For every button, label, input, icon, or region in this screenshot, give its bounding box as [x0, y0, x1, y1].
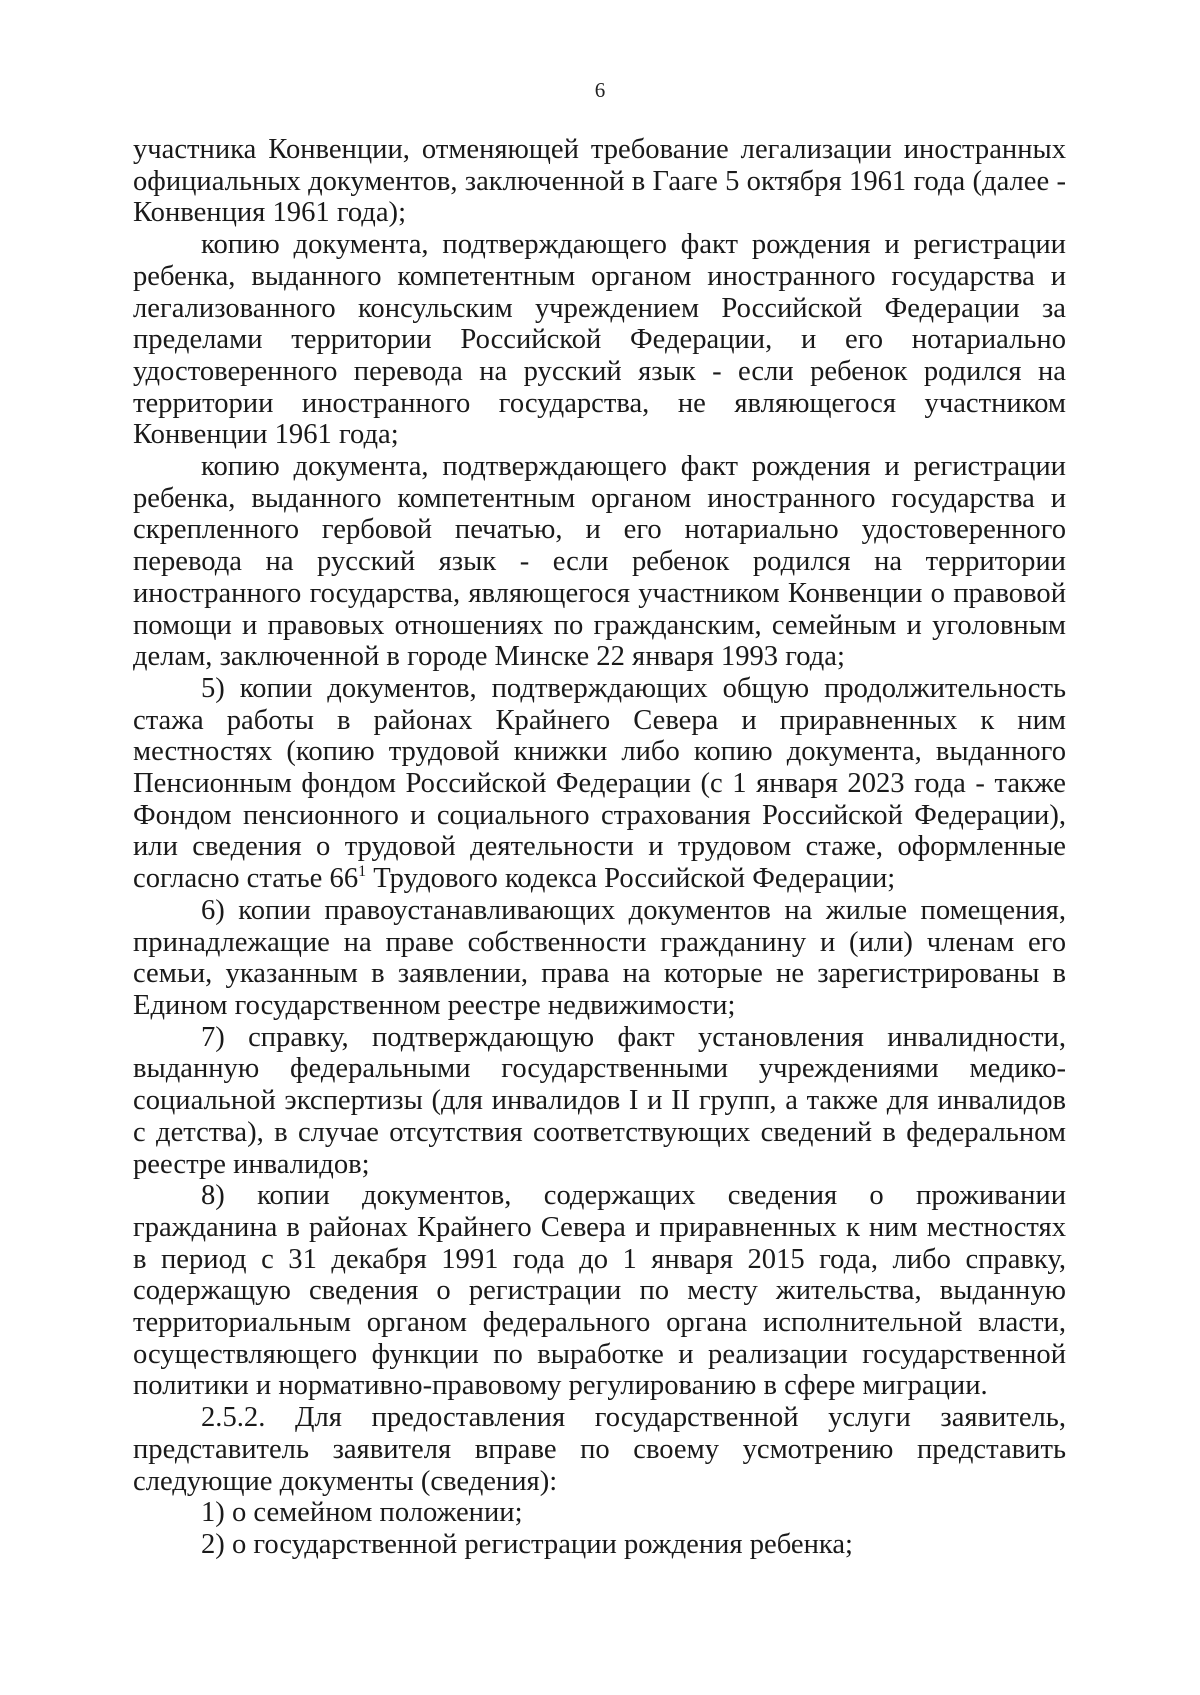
paragraph-2-5-2: 2.5.2. Для предоставления государственной услуги заявитель, представитель заявителя вправе по своему усмотрению представить следующие документы (сведения): — [133, 1402, 1066, 1497]
paragraph-list-item-2: 2) о государственной регистрации рождения ребенка; — [201, 1528, 853, 1560]
paragraph-birth-document-minsk: копию документа, подтверждающего факт рождения и регистрации ребенка, выданного компетентным органом иностранного государства и скрепленного гербовой печатью, и его нотариально удостоверенного перевода на русский язык - если ребенок родился на территории иностранного государства, являющегося участником Конвенции о правовой помощи и правовых отношениях по гражданским, семейным и уголовным делам, заключенной в городе Минске 22 января 1993 года; — [133, 451, 1066, 673]
paragraph-list-item-1: 1) о семейном положении; — [201, 1497, 523, 1529]
item-5-text-before: 5) копии документов, подтверждающих общую продолжительность стажа работы в районах Крайнего Севера и приравненных к ним местностях (копию трудовой книжки либо копию документа, выданного Пенсионным фондом Российской Федерации (с 1 января 2023 года - также Фондом пенсионного и социального страхования Российской Федерации), или сведения о трудовой деятельности и трудовом стаже, оформленные согласно статье 66 — [133, 672, 1066, 895]
paragraph-item-5 — [133, 673, 1066, 895]
document-body — [133, 134, 1066, 1561]
item-5-superscript: 1 — [358, 863, 367, 881]
paragraph-continuation: участника Конвенции, отменяющей требование легализации иностранных официальных документов, заключенной в Гааге 5 октября 1961 года (далее - Конвенция 1961 года); — [133, 134, 1066, 229]
paragraph-item-7: 7) справку, подтверждающую факт установления инвалидности, выданную федеральными государственными учреждениями медико-социальной экспертизы (для инвалидов I и II групп, а также для инвалидов с детства), в случае отсутствия соответствующих сведений в федеральном реестре инвалидов; — [133, 1021, 1066, 1180]
item-5-text-after: Трудового кодекса Российской Федерации; — [366, 863, 896, 895]
paragraph-item-8: 8) копии документов, содержащих сведения о проживании гражданина в районах Крайнего Севера и приравненных к ним местностях в период с 31 декабря 1991 года до 1 января 2015 года, либо справку, содержащую сведения о регистрации по месту жительства, выданную территориальным органом федерального органа исполнительной власти, осуществляющего функции по выработке и реализации государственной политики и нормативно-правовому регулированию в сфере миграции. — [133, 1180, 1066, 1402]
page-number: 6 — [594, 78, 606, 102]
paragraph-item-6: 6) копии правоустанавливающих документов на жилые помещения, принадлежащие на праве собственности гражданину и (или) членам его семьи, указанным в заявлении, права на которые не зарегистрированы в Едином государственном реестре недвижимости; — [133, 894, 1066, 1021]
paragraph-birth-document-legalized: копию документа, подтверждающего факт рождения и регистрации ребенка, выданного компетентным органом иностранного государства и легализованного консульским учреждением Российской Федерации за пределами территории Российской Федерации, и его нотариально удостоверенного перевода на русский язык - если ребенок родился на территории иностранного государства, не являющегося участником Конвенции 1961 года; — [133, 229, 1066, 451]
